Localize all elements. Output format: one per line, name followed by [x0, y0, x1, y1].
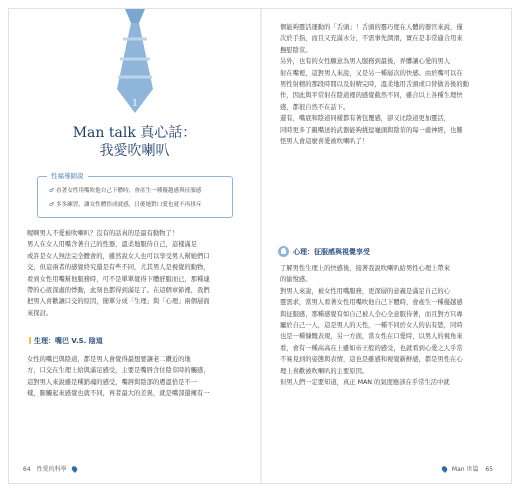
text-line: 帶的心底深處的悸動，此刻也都得到滿足了。在這個章節裡，我們 — [27, 287, 210, 295]
chapter-number: 1 — [132, 99, 138, 109]
text-line: 男人在女人用嘴含著自己的性器，溫柔地服侍自己，這樣滿足 — [27, 241, 198, 249]
section-heading — [293, 247, 370, 257]
lightbulb-icon — [278, 246, 289, 257]
page-number: 64 — [23, 466, 31, 473]
text-line: 對男人來說，被女性用嘴服務，更深層的意義是滿足自己的心 — [280, 287, 451, 295]
text-line: 屬於自己一人，這是男人的天性，一種不同於女人的佔有慾，同時 — [280, 322, 463, 330]
page-footer — [442, 464, 493, 473]
text-line: 另外，也有的女性願意為男人服務到最後，弄髒讓心愛的男人 — [280, 58, 451, 66]
text-line: 方，口交在生理上給與滿足感受，主要是嘴唇含住陰莖時的觸感， — [27, 367, 210, 375]
section-heading-text: 生理：嘴巴 V.S. 陰道 — [34, 337, 103, 345]
text-line: 但男人們一定要知道，真正 MAN 的氣度應該在乎常生活中就 — [280, 379, 450, 387]
necktie-icon — [109, 9, 161, 119]
text-line: 的愉悅感。 — [280, 276, 312, 284]
page-footer — [23, 464, 80, 473]
text-line: 男性射精的那段時間以及射精完時，溫柔地用舌頭或口替做善後的動 — [280, 81, 469, 89]
location-pin-icon — [70, 465, 78, 473]
text-line: 也是一種慷慨表現，另一方面，當女性在口愛時，以男人的視角來 — [280, 333, 463, 341]
running-title: 性愛的科學 — [36, 466, 67, 473]
text-line: 同時更多了親嘴送的武器能夠挑逗龜頭與陰莖的每一處神經，也難 — [280, 126, 463, 134]
text-line: 理上喜歡被吹喇叭的主要原因。 — [280, 367, 369, 375]
body-paragraph — [27, 228, 245, 319]
body-paragraph — [280, 263, 500, 388]
heading-bar — [29, 337, 31, 344]
text-line: 看到女性用嘴幫他服務時，可不是單單覺得下體舒服而已，那種連 — [27, 275, 210, 283]
text-line: 或許是女人無法完全體會的，雖然說女人也可以享受男人幫她們口 — [27, 252, 210, 260]
text-line: 怪男人會這麼喜愛被吹喇叭了！ — [280, 138, 369, 146]
text-line: 個能夠靈活運動的「舌頭」！舌頭的靈巧度在人體的器官來說，僅 — [280, 24, 463, 31]
text-line: 交，但這兩者的感覺終究還是有些不同，尤其男人是視覺的動物， — [27, 264, 210, 272]
running-title: Man 世篇 — [451, 466, 479, 473]
sidebar-line-text: 多多練習，讓女性體悟成就感，日後她對口愛也就不再排斥 — [56, 202, 202, 208]
text-line: 女性的嘴巴與陰道，都是男人會覺得最想要讓老二鑽近的地 — [27, 356, 191, 363]
text-line: 靈需求，當男人看著女性用嘴吹他自己下體時，會產生一種優越感 — [280, 299, 463, 307]
text-line: 不易見到的姿態與表情，這也是雖感和視覺新鮮感，都是男性在心 — [280, 356, 463, 364]
text-line: 次於手指，而且又充滿水分，不需事先潤滑，實在是非常適合用來 — [280, 35, 463, 43]
body-paragraph — [280, 22, 500, 147]
text-line: 看，會有一種高高在上雖如帝王般的感受，也就看到心愛之人乎常 — [280, 344, 463, 352]
text-line: 樣，膨觸起來感覺也就不同，再者最大的差異，就是嘴部還擁有一 — [27, 390, 210, 398]
sidebar-line-text: 看著女性用嘴吹他自己下體時，會產生一種優越感與征服感 — [56, 188, 202, 194]
chapter-title-line1: Man talk 真心話： — [72, 125, 197, 141]
chapter-title-line2: 我愛吹喇叭 — [99, 143, 170, 159]
sidebar-line — [49, 200, 201, 208]
text-line: 還有，嘴底和陰道同樣都有著包覆感，卻又比陰道更加靈活， — [280, 115, 451, 123]
male-symbol-icon: ♂ — [49, 202, 55, 208]
body-paragraph — [27, 354, 245, 400]
sidebar-line — [49, 186, 201, 194]
text-line: 來探討。 — [27, 309, 53, 317]
sidebar-tag: 性福導師說 — [47, 171, 88, 180]
left-page — [9, 9, 260, 483]
text-line: 射在嘴裡，這對男人來說，又是另一種層次的快感。由於嘴可以在 — [280, 69, 463, 77]
sidebar-box — [37, 176, 233, 218]
male-symbol-icon: ♂ — [49, 188, 55, 194]
location-pin-icon — [441, 465, 449, 473]
text-line: 作，因此與平常射在陰道裡的感覺截然不同，雖合以上各種生理快 — [280, 92, 463, 100]
text-line: 感，都很自然不在話下。 — [280, 103, 350, 111]
section-heading — [29, 336, 103, 346]
page-number: 65 — [485, 466, 494, 473]
text-line: 這對男人來說雖是種銷魂的感受，嘴唇與陰部的膚溫恰是不一 — [27, 378, 198, 386]
text-line: 把男人喜歡讓口交的原因，簡單分成「生理」與「心理」兩個層面 — [27, 298, 210, 306]
text-line: 撫慰陰莖。 — [280, 46, 312, 54]
section-heading-text: 心理：征服感與視覺享受 — [293, 248, 370, 256]
text-line: 了解男性生理上的快感後，接著我說吹喇叭給男性心理上帶來 — [280, 265, 451, 272]
text-line: 喔啊男人不愛被吹喇叭？沒有的話真的是最有動物了！ — [27, 230, 179, 237]
right-page — [262, 9, 513, 483]
book-spread — [8, 8, 512, 484]
text-line: 與征服感，那種感覺有如自己被人全心全意服侍著，而且對方只專 — [280, 310, 463, 318]
